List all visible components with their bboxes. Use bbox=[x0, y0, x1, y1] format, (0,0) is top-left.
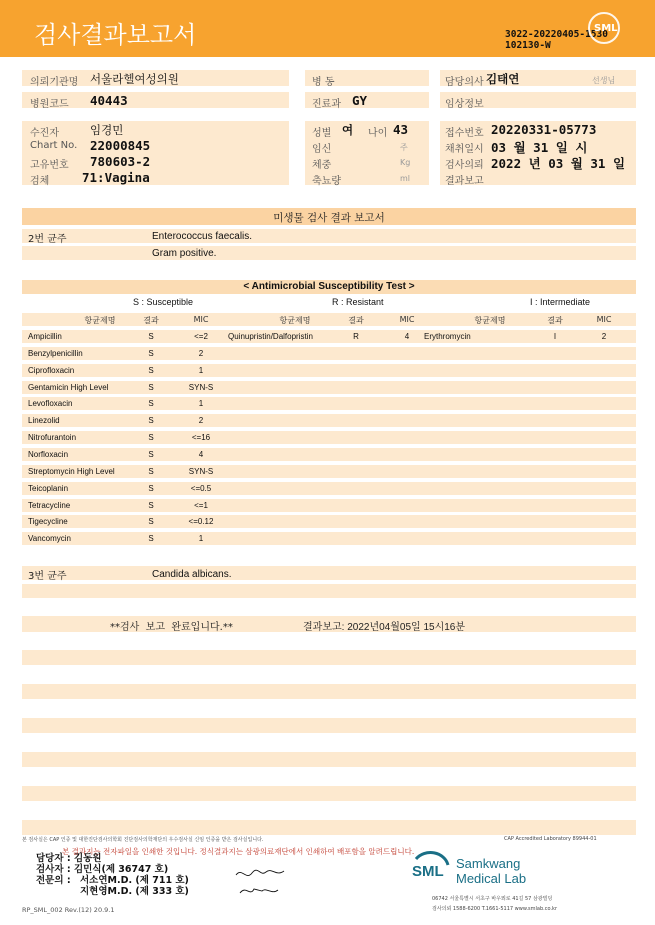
table-row bbox=[22, 448, 636, 461]
col1-drug-name: Norfloxacin bbox=[28, 449, 69, 459]
table-row bbox=[22, 482, 636, 495]
weight-unit: Kg bbox=[400, 158, 411, 167]
col3-mic-header: MIC bbox=[596, 315, 612, 324]
ward-label: 병 동 bbox=[312, 77, 335, 88]
table-row bbox=[22, 499, 636, 512]
band-organism2-gram bbox=[22, 246, 636, 260]
col1-drug-name: Nitrofurantoin bbox=[28, 433, 77, 443]
lab-name-1: Samkwang bbox=[456, 856, 521, 871]
empty-band bbox=[22, 786, 636, 801]
specialist-1: 서소연M.D. (제 711 호) bbox=[80, 875, 189, 886]
dept-value: GY bbox=[352, 93, 368, 108]
ast-title: < Antimicrobial Susceptibility Test > bbox=[243, 281, 415, 292]
weight-label: 체중 bbox=[312, 160, 332, 171]
report-date-label: 결과보고 bbox=[445, 176, 484, 187]
col1-mic: 2 bbox=[198, 348, 204, 358]
col1-mic: <=0.12 bbox=[188, 517, 214, 527]
receipt-value: 20220331-05773 bbox=[491, 122, 597, 137]
collect-value: 03 월 31 일 시 bbox=[491, 140, 588, 155]
col1-mic: <=0.5 bbox=[190, 483, 212, 493]
empty-band bbox=[22, 752, 636, 767]
sex-value: 여 bbox=[342, 123, 354, 137]
col1-result: S bbox=[148, 517, 154, 527]
col1-result: S bbox=[148, 466, 154, 476]
legend-resistant: R : Resistant bbox=[332, 297, 384, 307]
table-row bbox=[22, 414, 636, 427]
table-row bbox=[22, 431, 636, 444]
manager: 담당자 : 김동원 bbox=[36, 853, 102, 864]
col3-drug-name: Erythromycin bbox=[424, 332, 471, 341]
empty-band bbox=[22, 718, 636, 733]
institution-value: 서울라헬여성의원 bbox=[90, 72, 179, 86]
empty-band bbox=[22, 820, 636, 835]
request-value: 2022 년 03 월 31 일 bbox=[491, 156, 626, 171]
legend-susceptible: S : Susceptible bbox=[133, 297, 194, 307]
col1-drug-name: Ciprofloxacin bbox=[28, 365, 75, 375]
col1-drug-name: Ampicillin bbox=[28, 332, 62, 341]
col1-mic: 1 bbox=[198, 534, 204, 544]
col1-drug-name: Streptomycin High Level bbox=[28, 466, 115, 476]
band-organism2 bbox=[22, 229, 636, 243]
notice-text: 본 결과지는 전자파일을 인쇄한 것입니다. 정식결과지는 삼광의료재단에서 인쇄하여 배포함을 알려드립니다. bbox=[62, 847, 415, 856]
col1-mic-header: MIC bbox=[193, 315, 209, 324]
col1-mic: SYN-S bbox=[188, 382, 214, 392]
clinical-label: 임상정보 bbox=[445, 99, 484, 110]
col1-result: S bbox=[148, 416, 154, 426]
doctor-value: 김태연 bbox=[486, 72, 520, 86]
col1-mic: <=2 bbox=[194, 332, 208, 341]
page-title: 검사결과보고서 bbox=[34, 21, 197, 49]
col2-mic: 4 bbox=[404, 332, 410, 341]
pregnancy-unit: 주 bbox=[400, 143, 408, 152]
col2-mic-header: MIC bbox=[399, 315, 415, 324]
table-row bbox=[22, 347, 636, 360]
col1-drug-name: Levofloxacin bbox=[28, 399, 73, 409]
col1-mic: SYN-S bbox=[188, 466, 214, 476]
chart-label: Chart No. bbox=[30, 140, 78, 151]
table-row bbox=[22, 381, 636, 394]
chart-value: 22000845 bbox=[90, 138, 151, 153]
doctor-label: 담당의사 bbox=[445, 77, 484, 88]
col1-result: S bbox=[148, 500, 154, 510]
form-code: RP_SML_002 Rev.(12) 20.9.1 bbox=[22, 906, 115, 914]
cap-note: CAP Accredited Laboratory 89944-01 bbox=[504, 836, 597, 842]
table-row bbox=[22, 397, 636, 410]
col3-drug-header: 항균제명 bbox=[474, 316, 506, 325]
age-value: 43 bbox=[393, 122, 409, 137]
urine-label: 축뇨량 bbox=[312, 176, 341, 187]
request-label: 검사의뢰 bbox=[445, 160, 484, 171]
lab-address: 06742 서울특별시 서초구 바우뫼로 41길 57 삼광빌딩 bbox=[432, 896, 553, 902]
header-code-1: 3022-20220405-1530 bbox=[505, 29, 608, 40]
section-title: 미생물 검사 결과 보고서 bbox=[273, 212, 385, 224]
col1-result: S bbox=[148, 534, 154, 544]
band-organism3-extra bbox=[22, 584, 636, 598]
col1-drug-name: Linezolid bbox=[28, 416, 60, 426]
col1-result: S bbox=[148, 365, 154, 375]
col1-result: S bbox=[148, 399, 154, 409]
table-row bbox=[22, 532, 636, 545]
col1-drug-name: Gentamicin High Level bbox=[28, 382, 109, 392]
col3-result-header: 결과 bbox=[547, 316, 563, 325]
col1-drug-name: Benzylpenicillin bbox=[28, 348, 83, 358]
pregnancy-label: 임신 bbox=[312, 144, 332, 155]
col1-mic: <=16 bbox=[191, 433, 211, 443]
organism2-label: 2번 균주 bbox=[28, 234, 67, 245]
legend-intermediate: I : Intermediate bbox=[530, 297, 591, 307]
col1-result: S bbox=[148, 483, 154, 493]
header-logo bbox=[588, 12, 620, 44]
sex-label: 성별 bbox=[312, 128, 332, 139]
band-patient bbox=[22, 121, 289, 185]
col2-result-header: 결과 bbox=[348, 316, 364, 325]
col1-result: S bbox=[148, 332, 154, 341]
doctor-suffix: 선생님 bbox=[592, 76, 616, 85]
lab-phone: 검사의뢰 1588-6200 T.1661-5117 www.smlab.co.kr bbox=[432, 906, 557, 912]
specimen-value: 71:Vagina bbox=[82, 170, 150, 185]
specialist-2: 지현영M.D. (제 333 호) bbox=[80, 886, 189, 897]
empty-band bbox=[22, 684, 636, 699]
col1-mic: 2 bbox=[198, 416, 204, 426]
col1-mic: 4 bbox=[198, 449, 204, 459]
col2-drug-name: Quinupristin/Dalfopristin bbox=[228, 332, 313, 341]
specialist-label: 전문의 : bbox=[36, 875, 71, 886]
organism3-name: Candida albicans. bbox=[152, 569, 232, 580]
lab-logo-text: SML bbox=[412, 863, 444, 880]
col1-drug-name: Tigecycline bbox=[28, 517, 68, 527]
col1-result-header: 결과 bbox=[143, 316, 159, 325]
signature-graphic bbox=[232, 865, 292, 899]
col1-drug-name: Vancomycin bbox=[28, 534, 71, 544]
dept-label: 진료과 bbox=[312, 99, 341, 110]
examiner: 검사자 : 김민식(제 36747 호) bbox=[36, 864, 169, 875]
organism3-label: 3번 균주 bbox=[28, 571, 67, 582]
col1-mic: <=1 bbox=[194, 500, 208, 510]
urine-unit: ml bbox=[400, 174, 411, 183]
receipt-label: 접수번호 bbox=[445, 128, 484, 139]
col1-result: S bbox=[148, 348, 154, 358]
col3-mic: 2 bbox=[601, 332, 607, 341]
table-row bbox=[22, 364, 636, 377]
organism2-name: Enterococcus faecalis. bbox=[152, 231, 253, 242]
collect-label: 채취일시 bbox=[445, 144, 484, 155]
lab-logo bbox=[410, 851, 450, 889]
hospital-code-value: 40443 bbox=[90, 93, 128, 108]
patient-value: 임경민 bbox=[90, 123, 124, 137]
patient-label: 수진자 bbox=[30, 128, 59, 139]
unique-label: 고유번호 bbox=[30, 160, 69, 171]
cert-note: 본 검사실은 CAP 인증 및 대한진단검사의학회 진단검사의학재단의 우수검사실 신임 인증을 받은 검사실입니다. bbox=[22, 837, 264, 843]
col1-mic: 1 bbox=[198, 365, 204, 375]
col1-result: S bbox=[148, 382, 154, 392]
col1-result: S bbox=[148, 433, 154, 443]
empty-band bbox=[22, 650, 636, 665]
report-time: 결과보고: 2022년04월05일 15시16분 bbox=[303, 622, 466, 633]
band-organism3 bbox=[22, 566, 636, 580]
col1-drug-header: 항균제명 bbox=[84, 316, 116, 325]
col1-result: S bbox=[148, 449, 154, 459]
complete-text: **검사 보고 완료입니다.** bbox=[110, 622, 233, 633]
table-row bbox=[22, 515, 636, 528]
unique-value: 780603-2 bbox=[90, 154, 151, 169]
col2-result: R bbox=[353, 332, 359, 341]
age-label: 나이 bbox=[368, 128, 388, 139]
col1-drug-name: Teicoplanin bbox=[28, 483, 69, 493]
header-code-2: 102130-W bbox=[505, 40, 551, 51]
lab-name-2: Medical Lab bbox=[456, 871, 527, 886]
col2-drug-header: 항균제명 bbox=[279, 316, 311, 325]
col3-result: I bbox=[553, 332, 557, 341]
col1-mic: 1 bbox=[198, 399, 204, 409]
specimen-label: 검체 bbox=[30, 176, 50, 187]
col1-drug-name: Tetracycline bbox=[28, 500, 71, 510]
institution-label: 의뢰기관명 bbox=[30, 77, 79, 88]
header-logo-text: SML bbox=[594, 23, 618, 34]
organism2-gram: Gram positive. bbox=[152, 248, 217, 259]
hospital-code-label: 병원코드 bbox=[30, 99, 69, 110]
